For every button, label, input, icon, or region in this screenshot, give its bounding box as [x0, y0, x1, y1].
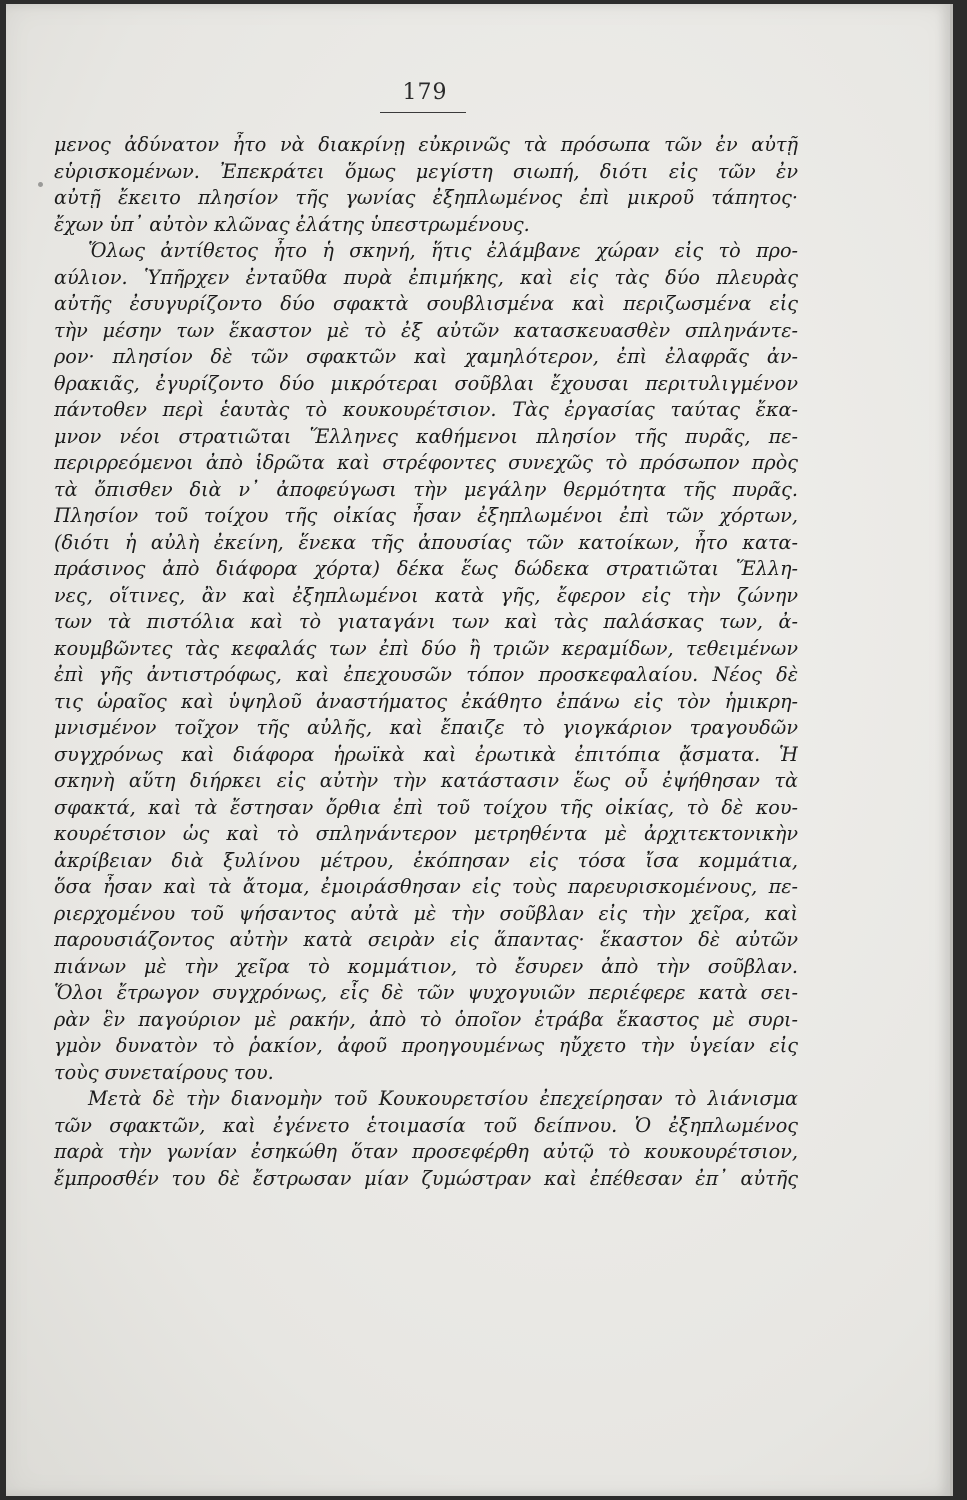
- text-line: ρὰν ἓν παγούριον μὲ ρακήν, ἀπὸ τὸ ὁποῖον ἐτράβα ἕκαστος μὲ συρι-: [54, 1007, 798, 1031]
- page-number: 179: [402, 80, 448, 105]
- text-line: πιάνων μὲ τὴν χεῖρα τὸ κομμάτιον, τὸ ἔσυρεν ἀπὸ τὴν σοῦβλαν.: [54, 954, 798, 978]
- text-line: κουρέτσιον ὡς καὶ τὸ σπληνάντερον μετρηθέντα μὲ ἀρχιτεκτονικὴν: [54, 822, 798, 845]
- text-line: σφακτά, καὶ τὰ ἔστησαν ὄρθια ἐπὶ τοῦ τοίχου τῆς οἰκίας, τὸ δὲ κου-: [54, 795, 798, 819]
- text-line: ρον· πλησίον δὲ τῶν σφακτῶν καὶ χαμηλότερον, ἐπὶ ἐλαφρᾶς ἀν-: [54, 345, 798, 368]
- text-line: ἔχων ὑπ᾽ αὐτὸν κλῶνας ἐλάτης ὑπεστρωμένους.: [54, 212, 530, 236]
- text-line: Ὅλοι ἔτρωγον συγχρόνως, εἷς δὲ τῶν ψυχογυιῶν περιέφερε κατὰ σει-: [54, 981, 798, 1004]
- text-line: περιρρεόμενοι ἀπὸ ἱδρῶτα καὶ στρέφοντες συνεχῶς τὸ πρόσωπον πρὸς: [54, 451, 798, 474]
- text-line: ἔμπροσθέν του δὲ ἔστρωσαν μίαν ζυμώστραν καὶ ἐπέθεσαν ἐπ᾽ αὐτῆς: [54, 1166, 798, 1190]
- text-line: Πλησίον τοῦ τοίχου τῆς οἰκίας ἦσαν ἐξηπλωμένοι ἐπὶ τῶν χόρτων,: [54, 504, 798, 527]
- text-line: τὰ ὄπισθεν διὰ ν᾽ ἀποφεύγωσι τὴν μεγάλην θερμότητα τῆς πυρᾶς.: [54, 477, 798, 501]
- text-line: ὅσα ἦσαν καὶ τὰ ἄτομα, ἐμοιράσθησαν εἰς τοὺς παρευρισκομένους, πε-: [54, 875, 798, 898]
- text-line: ριερχομένου τοῦ ψήσαντος αὐτὰ μὲ τὴν σοῦβλαν εἰς τὴν χεῖρα, καὶ: [54, 901, 798, 925]
- body-text: [54, 132, 798, 1192]
- text-line: τις ὡραῖος καὶ ὑψηλοῦ ἀναστήματος ἐκάθητο ἐπάνω εἰς τὸν ἡμικρη-: [54, 689, 798, 713]
- text-line: μνισμένον τοῖχον τῆς αὐλῆς, καὶ ἔπαιζε τὸ γιογκάριον τραγουδῶν: [54, 716, 798, 739]
- text-line: Ὅλως ἀντίθετος ἦτο ἡ σκηνή, ἥτις ἐλάμβανε χώραν εἰς τὸ προ-: [88, 239, 798, 262]
- text-line: μνον νέοι στρατιῶται Ἕλληνες καθήμενοι πλησίον τῆς πυρᾶς, πε-: [54, 424, 798, 448]
- text-line: σκηνὴ αὕτη διήρκει εἰς αὐτὴν τὴν κατάστασιν ἕως οὗ ἐψήθησαν τὰ: [54, 769, 798, 792]
- text-line: μενος ἀδύνατον ἦτο νὰ διακρίνῃ εὐκρινῶς τὰ πρόσωπα τῶν ἐν αὐτῇ: [54, 133, 798, 156]
- text-line: Μετὰ δὲ τὴν διανομὴν τοῦ Κουκουρετσίου ἐπεχείρησαν τὸ λιάνισμα: [88, 1087, 798, 1110]
- text-line: πάντοθεν περὶ ἑαυτὰς τὸ κουκουρέτσιον. Τὰς ἐργασίας ταύτας ἔκα-: [54, 398, 798, 421]
- text-line: των τὰ πιστόλια καὶ τὸ γιαταγάνι των καὶ τὰς παλάσκας των, ἀ-: [54, 610, 798, 633]
- text-line: (διότι ἡ αὐλὴ ἐκείνη, ἕνεκα τῆς ἀπουσίας τῶν κατοίκων, ἦτο κατα-: [54, 530, 798, 554]
- text-line: αὐτῆς ἐσυγυρίζοντο δύο σφακτὰ σουβλισμένα καὶ περιζωσμένα εἰς: [54, 292, 798, 315]
- text-line: αύλιον. Ὑπῆρχεν ἐνταῦθα πυρὰ ἐπιμήκης, καὶ εἰς τὰς δύο πλευρὰς: [54, 265, 798, 289]
- text-line: τῶν σφακτῶν, καὶ ἐγένετο ἑτοιμασία τοῦ δείπνου. Ὁ ἐξηπλωμένος: [54, 1113, 798, 1137]
- text-line: κουμβῶντες τὰς κεφαλάς των ἐπὶ δύο ἢ τριῶν κεραμίδων, τεθειμένων: [54, 636, 798, 660]
- text-line: τοὺς συνεταίρους του.: [54, 1060, 274, 1084]
- text-line: αὐτῇ ἔκειτο πλησίον τῆς γωνίας ἐξηπλωμένος ἐπὶ μικροῦ τάπητος·: [54, 186, 798, 209]
- paper-speck: [38, 182, 43, 187]
- page-number-rule: [380, 112, 466, 113]
- text-line: εὑρισκομένων. Ἐπεκράτει ὅμως μεγίστη σιωπή, διότι εἰς τῶν ἐν: [54, 159, 798, 183]
- text-line: νες, οἵτινες, ἂν καὶ ἐξηπλωμένοι κατὰ γῆς, ἔφερον εἰς τὴν ζώνην: [54, 583, 798, 607]
- text-line: ἀκρίβειαν διὰ ξυλίνου μέτρου, ἐκόπησαν εἰς τόσα ἴσα κομμάτια,: [54, 848, 798, 872]
- text-line: συγχρόνως καὶ διάφορα ἡρωϊκὰ καὶ ἐρωτικὰ ἐπιτόπια ᾄσματα. Ἡ: [54, 742, 798, 766]
- text-line: γμὸν δυνατὸν τὸ ῥακίον, ἀφοῦ προηγουμένως ηὔχετο τὴν ὑγείαν εἰς: [54, 1034, 798, 1057]
- text-line: τὴν μέσην των ἕκαστον μὲ τὸ ἐξ αὐτῶν κατασκευασθὲν σπληνάντε-: [54, 318, 798, 342]
- text-line: πράσινος ἀπὸ διάφορα χόρτα) δέκα ἕως δώδεκα στρατιῶται Ἕλλη-: [54, 557, 798, 580]
- text-line: παρὰ τὴν γωνίαν ἐσηκώθη ὅταν προσεφέρθη αὐτῷ τὸ κουκουρέτσιον,: [54, 1140, 798, 1163]
- text-line: ἐπὶ γῆς ἀντιστρόφως, καὶ ἐπεχουσῶν τόπον προσκεφαλαίου. Νέος δὲ: [54, 663, 798, 686]
- text-line: θρακιᾶς, ἐγυρίζοντο δύο μικρότεραι σοῦβλαι ἔχουσαι περιτυλιγμένον: [54, 371, 798, 395]
- text-line: παρουσιάζοντος αὐτὴν κατὰ σειρὰν εἰς ἅπαντας· ἕκαστον δὲ αὐτῶν: [54, 928, 798, 951]
- book-page: [6, 4, 953, 1496]
